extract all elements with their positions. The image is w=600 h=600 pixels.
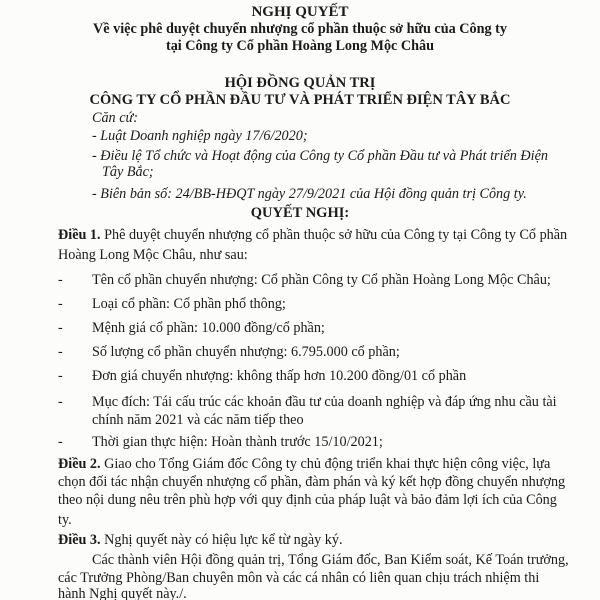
subject-line-1: Về việc phê duyệt chuyển nhượng cổ phần thuộc sở hữu của Công ty <box>93 21 507 37</box>
article-2-label: Điều 2. <box>58 456 101 472</box>
article-1-item-1: Tên cổ phần chuyển nhượng: Cổ phần Công ty Cổ phần Hoàng Long Mộc Châu; <box>92 272 551 288</box>
article-2-line-2: chọn đối tác nhận chuyển nhượng cổ phần, đàm phán và ký kết hợp đồng chuyển nhượng <box>58 474 566 490</box>
basis-item-2: - Điều lệ Tổ chức và Hoạt động của Công ty Cổ phần Đầu tư và Phát triển Điện <box>92 148 549 164</box>
closing-line-1: Các thành viên Hội đồng quản trị, Tổng Giám đốc, Ban Kiểm soát, Kế Toán trưởng, <box>92 552 569 568</box>
article-3-line <box>58 532 343 549</box>
article-1-item-3: Mệnh giá cổ phần: 10.000 đồng/cổ phần; <box>92 320 325 336</box>
bullet-dash: - <box>58 434 63 450</box>
article-1-line-2: Hoàng Long Mộc Châu, như sau: <box>58 247 248 263</box>
article-1-item-6-cont: chính năm 2021 và các năm tiếp theo <box>92 412 304 428</box>
article-2-line-1 <box>58 456 550 473</box>
closing-line-2: các Trưởng Phòng/Ban chuyên môn và các cá nhân có liên quan chịu trách nhiệm thi <box>58 570 540 586</box>
bullet-dash: - <box>58 394 63 410</box>
bullet-dash: - <box>58 368 63 384</box>
bullet-dash: - <box>58 320 63 336</box>
closing-line-3: hành Nghị quyết này./. <box>58 586 187 600</box>
issuer-line-1: HỘI ĐỒNG QUẢN TRỊ <box>224 75 376 91</box>
article-1-item-7: Thời gian thực hiện: Hoàn thành trước 15/10/2021; <box>92 434 383 450</box>
article-1-item-4: Số lượng cổ phần chuyển nhượng: 6.795.000 cổ phần; <box>92 344 400 360</box>
bullet-dash: - <box>58 344 63 360</box>
article-1-item-5: Đơn giá chuyển nhượng: không thấp hơn 10.200 đồng/01 cổ phần <box>92 368 467 384</box>
article-1-label: Điều 1. <box>58 227 101 243</box>
article-1-text-1: Phê duyệt chuyển nhượng cổ phần thuộc sở hữu của Công ty tại Công ty Cổ phần <box>100 227 568 243</box>
article-1-line-1 <box>58 227 567 244</box>
resolve-heading: QUYẾT NGHỊ: <box>250 205 350 221</box>
issuer-line-2: CÔNG TY CỔ PHẦN ĐẦU TƯ VÀ PHÁT TRIỂN ĐIỆN TÂY BẮC <box>89 92 511 108</box>
basis-item-1: - Luật Doanh nghiệp ngày 17/6/2020; <box>92 128 308 144</box>
basis-item-2-cont: Tây Bắc; <box>102 164 154 180</box>
bullet-dash: - <box>58 296 63 312</box>
article-2-text-1: Giao cho Tổng Giám đốc Công ty chủ động triển khai thực hiện công việc, lựa <box>100 456 551 472</box>
article-1-item-6: Mục đích: Tái cấu trúc các khoản đầu tư của doanh nghiệp và đáp ứng nhu cầu tài <box>92 394 557 410</box>
article-2-line-4: ty. <box>58 512 72 528</box>
bullet-dash: - <box>58 272 63 288</box>
article-1-item-2: Loại cổ phần: Cổ phần phổ thông; <box>92 296 286 312</box>
basis-label: Căn cứ: <box>92 110 138 126</box>
document-title: NGHỊ QUYẾT <box>251 4 349 20</box>
article-2-line-3: theo nội dung nêu trên phù hợp với quy định của pháp luật và bảo đảm lợi ích của Công <box>58 492 557 508</box>
article-3-text: Nghị quyết này có hiệu lực kể từ ngày ký. <box>100 532 343 548</box>
basis-item-3: - Biên bản số: 24/BB-HĐQT ngày 27/9/2021 của Hội đồng quản trị Công ty. <box>92 186 527 202</box>
article-3-label: Điều 3. <box>58 532 101 548</box>
subject-line-2: tại Công ty Cổ phần Hoàng Long Mộc Châu <box>165 38 435 54</box>
